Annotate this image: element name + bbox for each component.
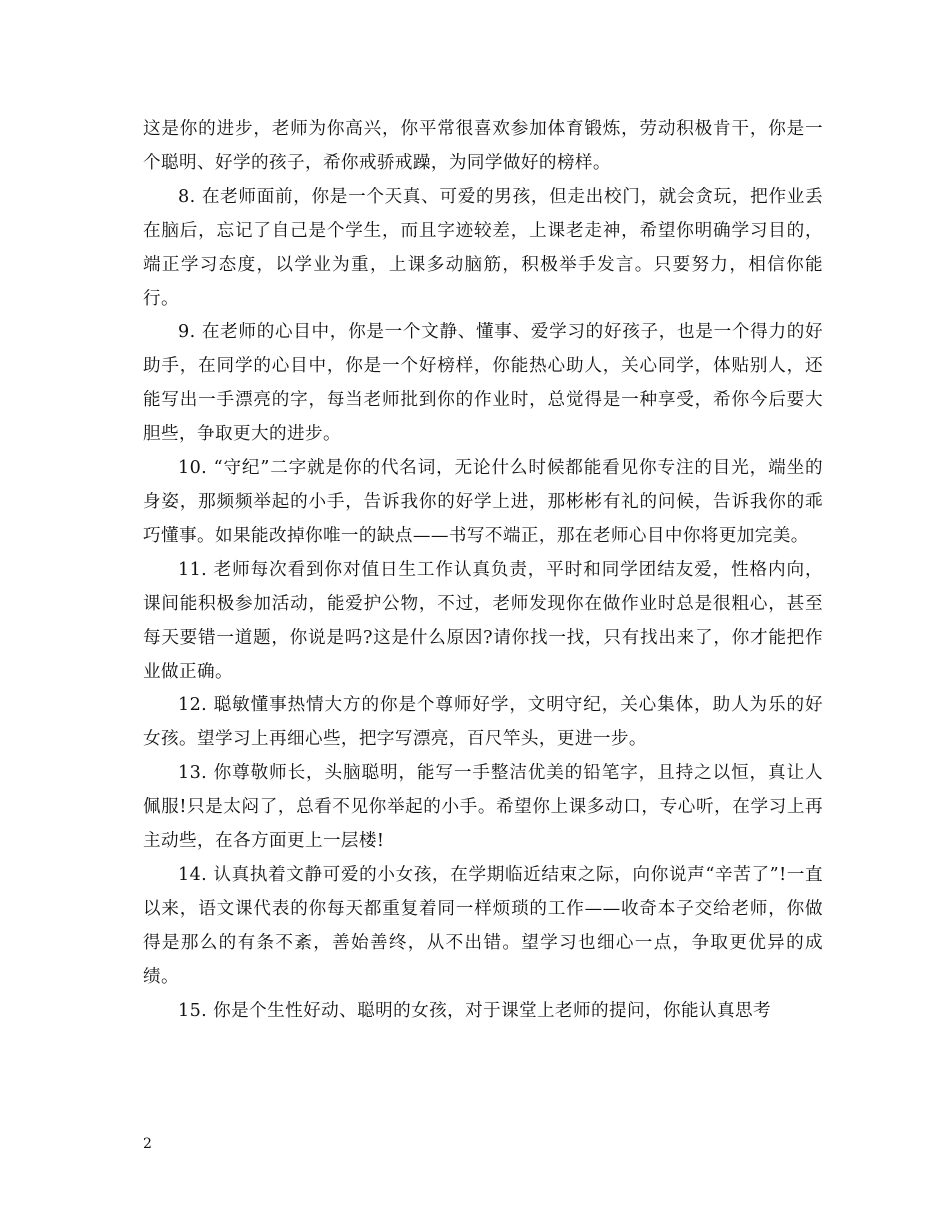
- paragraph-continuation: 这是你的进步，老师为你高兴，你平常很喜欢参加体育锻炼，劳动积极肯干，你是一个聪明、好学的孩子，希你戒骄戒躁，为同学做好的榜样。: [143, 119, 823, 173]
- paragraph-comment-12: 12. 聪敏懂事热情大方的你是个尊师好学，文明守纪，关心集体，助人为乐的好女孩。望学习上再细心些，把字写漂亮，百尺竿头，更进一步。: [143, 695, 823, 750]
- paragraph-comment-10: 10. “守纪”二字就是你的代名词，无论什么时候都能看见你专注的目光，端坐的身姿，那频频举起的小手，告诉我你的好学上进，那彬彬有礼的问候，告诉我你的乖巧懂事。如果能改掉你唯一的缺点——书写不端正，那在老师心目中你将更加完美。: [143, 458, 823, 546]
- paragraph-comment-14: 14. 认真执着文静可爱的小女孩，在学期临近结束之际，向你说声“辛苦了”!一直以来，语文课代表的你每天都重复着同一样烦琐的工作——收奇本子交给老师，你做得是那么的有条不紊，善始善终，从不出错。望学习也细心一点，争取更优异的成绩。: [143, 864, 823, 987]
- document-body: [143, 113, 823, 1028]
- paragraph-comment-15: 15. 你是个生性好动、聪明的女孩，对于课堂上老师的提问，你能认真思考: [178, 1000, 771, 1021]
- paragraph-comment-13: 13. 你尊敬师长，头脑聪明，能写一手整洁优美的铅笔字，且持之以恒，真让人佩服!只是太闷了，总看不见你举起的小手。希望你上课多动口，专心听，在学习上再主动些，在各方面更上一层楼!: [143, 763, 823, 852]
- paragraph-comment-8: 8. 在老师面前，你是一个天真、可爱的男孩，但走出校门，就会贪玩，把作业丢在脑后，忘记了自己是个学生，而且字迹较差，上课老走神，希望你明确学习目的，端正学习态度，以学业为重，上课多动脑筋，积极举手发言。只要努力，相信你能行。: [143, 186, 823, 309]
- paragraph-comment-9: 9. 在老师的心目中，你是一个文静、懂事、爱学习的好孩子，也是一个得力的好助手，在同学的心目中，你是一个好榜样，你能热心助人，关心同学，体贴别人，还能写出一手漂亮的字，每当老师批到你的作业时，总觉得是一种享受，希你今后要大胆些，争取更大的进步。: [143, 322, 823, 445]
- paragraph-comment-11: 11. 老师每次看到你对值日生工作认真负责，平时和同学团结友爱，性格内向，课间能积极参加活动，能爱护公物，不过，老师发现你在做作业时总是很粗心，甚至每天要错一道题，你说是吗?这是什么原因?请你找一找，只有找出来了，你才能把作业做正确。: [143, 559, 823, 682]
- page-number: 2: [143, 1136, 152, 1152]
